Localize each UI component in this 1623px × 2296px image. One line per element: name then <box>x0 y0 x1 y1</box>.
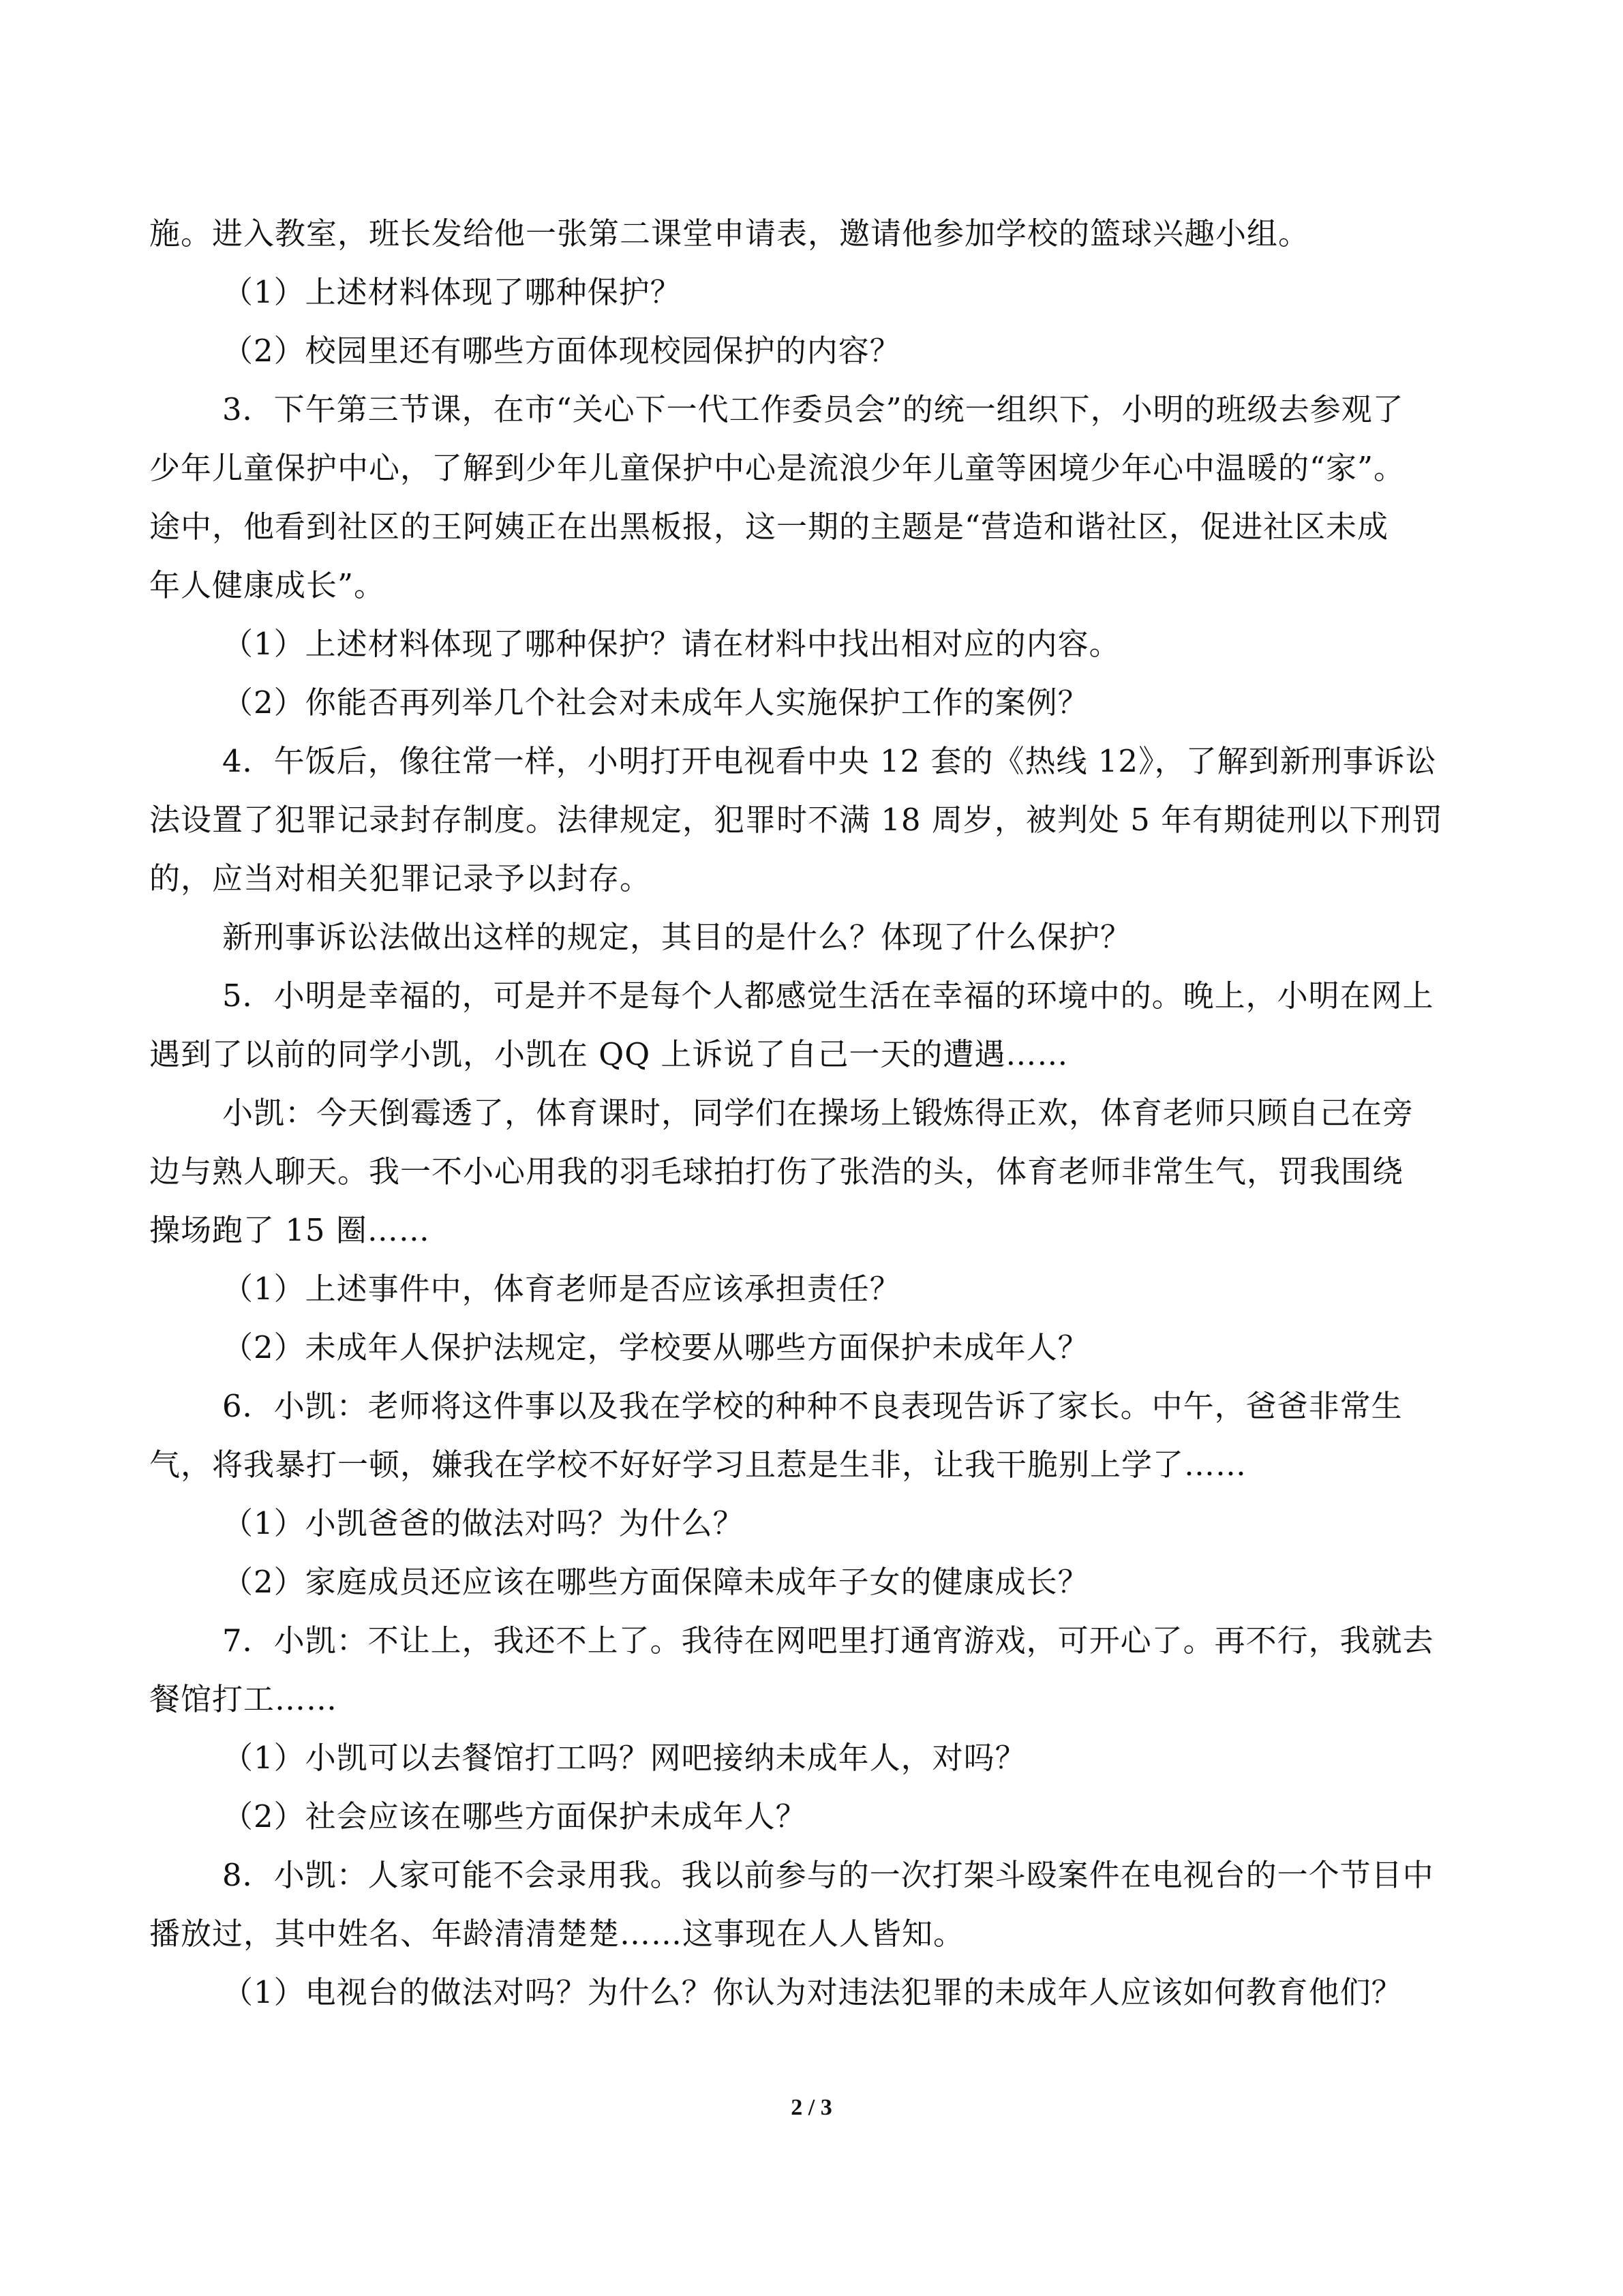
text-line: 7．小凯：不让上，我还不上了。我待在网吧里打通宵游戏，可开心了。再不行，我就去 <box>222 1622 1434 1659</box>
text-line: 施。进入教室，班长发给他一张第二课堂申请表，邀请他参加学校的篮球兴趣小组。 <box>149 215 1310 252</box>
text-line: 5．小明是幸福的，可是并不是每个人都感觉生活在幸福的环境中的。晚上，小明在网上 <box>222 978 1434 1014</box>
text-line: 8．小凯：人家可能不会录用我。我以前参与的一次打架斗殴案件在电视台的一个节目中 <box>222 1857 1434 1893</box>
text-line: 途中，他看到社区的王阿姨正在出黑板报，这一期的主题是“营造和谐社区，促进社区未成 <box>149 509 1389 545</box>
question-line: （2）你能否再列举几个社会对未成年人实施保护工作的案例？ <box>222 684 1089 721</box>
question-line: （1）小凯可以去餐馆打工吗？网吧接纳未成年人，对吗？ <box>222 1740 1027 1776</box>
question-line: （1）上述事件中，体育老师是否应该承担责任？ <box>222 1271 901 1307</box>
question-line: （2）家庭成员还应该在哪些方面保障未成年子女的健康成长？ <box>222 1564 1089 1600</box>
question-line: （2）社会应该在哪些方面保护未成年人？ <box>222 1798 807 1834</box>
question-line: （1）电视台的做法对吗？为什么？你认为对违法犯罪的未成年人应该如何教育他们？ <box>222 1974 1403 2010</box>
text-line: 少年儿童保护中心，了解到少年儿童保护中心是流浪少年儿童等困境少年心中温暖的“家”。 <box>149 450 1406 486</box>
text-line: 播放过，其中姓名、年龄清清楚楚……这事现在人人皆知。 <box>149 1916 965 1952</box>
question-line: （2）未成年人保护法规定，学校要从哪些方面保护未成年人？ <box>222 1329 1089 1365</box>
text-line: 餐馆打工…… <box>149 1681 338 1717</box>
text-line: 气，将我暴打一顿，嫌我在学校不好好学习且惹是生非，让我干脆别上学了…… <box>149 1447 1247 1483</box>
text-line: 的，应当对相关犯罪记录予以封存。 <box>149 860 652 896</box>
text-line: 年人健康成长”。 <box>149 567 386 603</box>
question-line: （2）校园里还有哪些方面体现校园保护的内容？ <box>222 333 901 369</box>
text-line: 6．小凯：老师将这件事以及我在学校的种种不良表现告诉了家长。中午，爸爸非常生 <box>222 1388 1403 1424</box>
question-line: （1）上述材料体现了哪种保护？请在材料中找出相对应的内容。 <box>222 626 1121 662</box>
question-line: （1）上述材料体现了哪种保护？ <box>222 274 682 310</box>
question-line: （1）小凯爸爸的做法对吗？为什么？ <box>222 1505 744 1541</box>
text-line: 法设置了犯罪记录封存制度。法律规定，犯罪时不满 18 周岁，被判处 5 年有期徒刑以下刑罚 <box>149 802 1444 838</box>
text-line: 4．午饭后，像往常一样，小明打开电视看中央 12 套的《热线 12》，了解到新刑事诉讼 <box>222 743 1437 779</box>
text-line: 遇到了以前的同学小凯，小凯在 QQ 上诉说了自己一天的遭遇…… <box>149 1036 1069 1072</box>
page-number: 2 / 3 <box>791 2095 832 2120</box>
text-line: 3．下午第三节课，在市“关心下一代工作委员会”的统一组织下，小明的班级去参观了 <box>222 391 1404 427</box>
question-line: 新刑事诉讼法做出这样的规定，其目的是什么？体现了什么保护？ <box>222 919 1132 955</box>
text-line: 小凯：今天倒霉透了，体育课时，同学们在操场上锻炼得正欢，体育老师只顾自己在旁 <box>222 1095 1414 1131</box>
text-line: 边与熟人聊天。我一不小心用我的羽毛球拍打伤了张浩的头，体育老师非常生气，罚我围绕 <box>149 1153 1404 1190</box>
text-line: 操场跑了 15 圈…… <box>149 1212 430 1248</box>
